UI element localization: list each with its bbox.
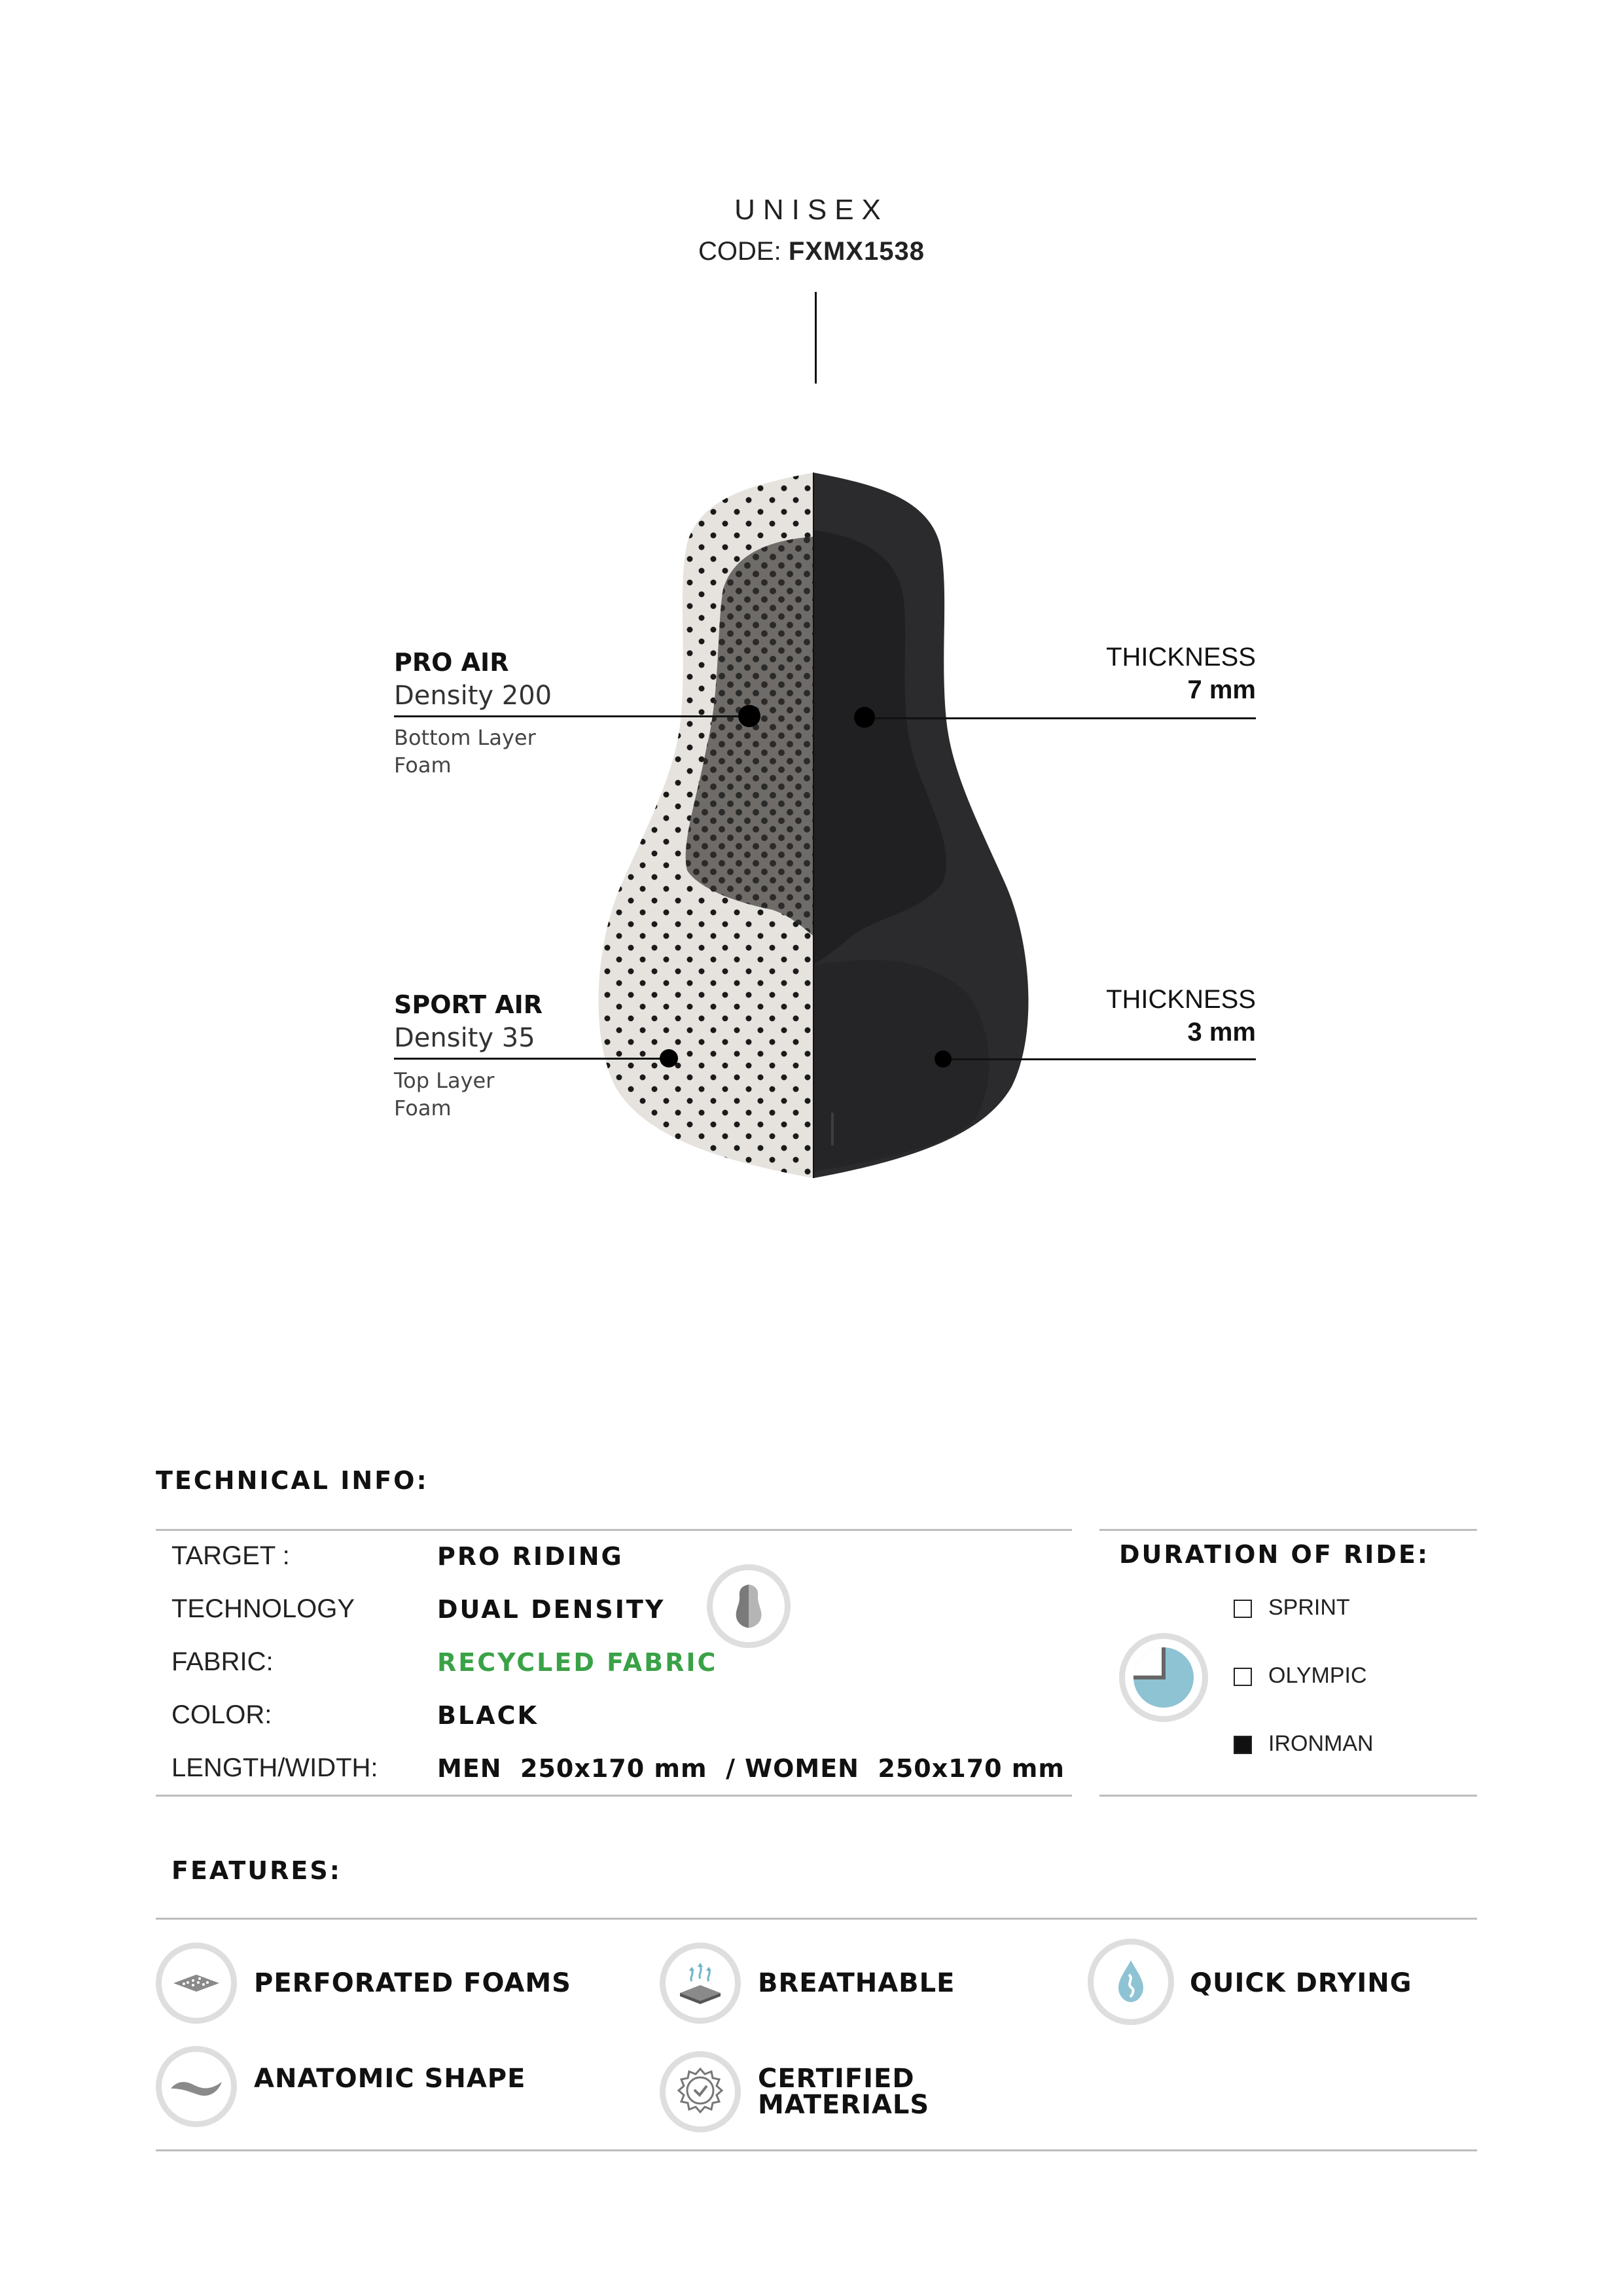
gender-label: UNISEX: [734, 194, 889, 226]
sprint-checkbox: [1234, 1600, 1252, 1618]
thickness-bottom-value: 3 mm: [1187, 1018, 1256, 1047]
length-width-value: MEN 250x170 mm / WOMEN 250x170 mm: [437, 1754, 1065, 1783]
certified-materials-label: [758, 2066, 929, 2118]
perforated-foam-icon: [156, 1943, 237, 2024]
duration-title: DURATION OF RIDE:: [1119, 1540, 1430, 1569]
sport-air-marker: [660, 1049, 678, 1067]
fabric-value: RECYCLED FABRIC: [437, 1648, 718, 1677]
water-drop-icon: [1088, 1939, 1174, 2025]
sprint-label: SPRINT: [1268, 1595, 1350, 1620]
perforated-foams-label: PERFORATED FOAMS: [254, 1968, 571, 1998]
pro-air-layer-line1: Bottom Layer: [394, 725, 536, 750]
anatomic-shape-label: ANATOMIC SHAPE: [254, 2064, 526, 2094]
features-title: FEATURES:: [171, 1856, 342, 1885]
duration-top-rule: [1099, 1529, 1477, 1531]
thickness-top-marker: [854, 707, 875, 728]
chamois-pad-illustration: [589, 458, 1034, 1217]
sport-air-layer: [394, 1067, 494, 1122]
ironman-label: IRONMAN: [1268, 1731, 1374, 1756]
pro-air-layer: [394, 724, 536, 779]
thickness-top-leader-line: [864, 717, 1256, 719]
certified-line1: CERTIFIED: [758, 2064, 915, 2094]
target-value: PRO RIDING: [437, 1542, 624, 1571]
color-label: COLOR:: [171, 1700, 272, 1729]
certified-badge-icon: [660, 2051, 741, 2132]
olympic-label: OLYMPIC: [1268, 1663, 1367, 1688]
quick-drying-label: QUICK DRYING: [1190, 1968, 1412, 1998]
certified-line2: MATERIALS: [758, 2090, 930, 2120]
fabric-label: FABRIC:: [171, 1647, 274, 1676]
ironman-checkbox: [1234, 1736, 1252, 1754]
duration-bottom-rule: [1099, 1795, 1477, 1797]
features-top-rule: [156, 1918, 1477, 1920]
pro-air-leader-line: [394, 715, 751, 717]
wave-shape-icon: [156, 2046, 237, 2127]
thickness-top-label: THICKNESS: [1106, 643, 1256, 672]
tech-bottom-rule: [156, 1795, 1072, 1797]
pro-air-marker: [738, 705, 760, 727]
duration-clock-icon: [1119, 1633, 1208, 1722]
thickness-top-value: 7 mm: [1187, 675, 1256, 704]
breathable-icon: [660, 1943, 741, 2024]
target-label: TARGET :: [171, 1541, 290, 1570]
length-width-label: LENGTH/WIDTH:: [171, 1753, 378, 1782]
color-value: BLACK: [437, 1701, 539, 1730]
breathable-label: BREATHABLE: [758, 1968, 955, 1998]
sport-air-title: SPORT AIR: [394, 990, 543, 1019]
sport-air-layer-line1: Top Layer: [394, 1068, 495, 1093]
tech-top-rule: [156, 1529, 1072, 1531]
sport-air-layer-line2: Foam: [394, 1096, 452, 1121]
technology-label: TECHNOLOGY: [171, 1594, 355, 1623]
features-bottom-rule: [156, 2149, 1477, 2151]
code-label: CODE:: [698, 237, 781, 266]
code-value: FXMX1538: [788, 237, 925, 266]
thickness-bottom-label: THICKNESS: [1106, 985, 1256, 1014]
pro-air-layer-line2: Foam: [394, 753, 452, 778]
technical-info-title: TECHNICAL INFO:: [156, 1466, 429, 1495]
technology-value: DUAL DENSITY: [437, 1595, 666, 1624]
sport-air-density: Density 35: [394, 1023, 535, 1053]
pro-air-density: Density 200: [394, 681, 552, 711]
sport-air-leader-line: [394, 1058, 669, 1060]
thickness-bottom-leader-line: [942, 1058, 1256, 1060]
olympic-checkbox: [1234, 1668, 1252, 1686]
header-divider: [815, 292, 817, 384]
thickness-bottom-marker: [935, 1050, 952, 1067]
product-code: [0, 237, 1623, 266]
pro-air-title: PRO AIR: [394, 648, 509, 677]
dual-density-icon: [707, 1564, 791, 1648]
